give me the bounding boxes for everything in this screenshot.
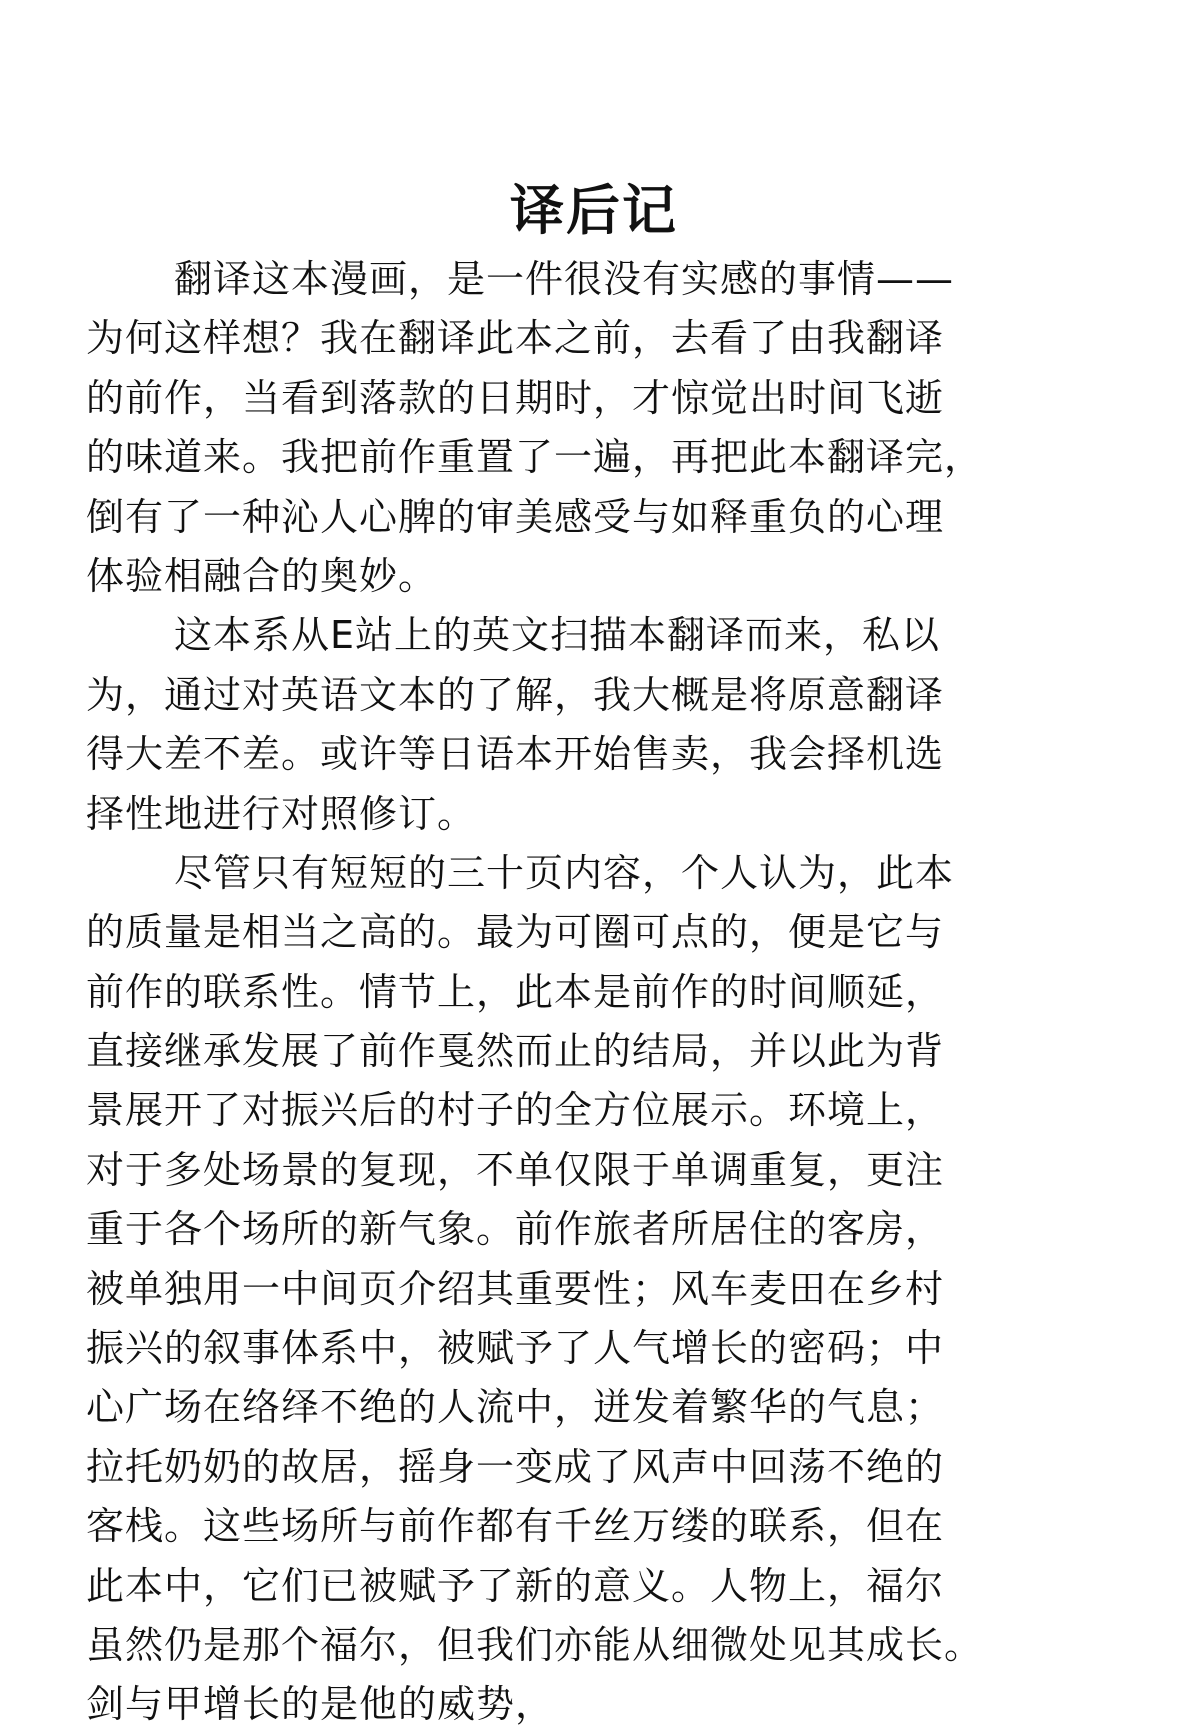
text-line: 客栈。这些场所与前作都有千丝万缕的联系，但在	[86, 1504, 945, 1549]
body-text	[86, 250, 1126, 1735]
text-line: 翻译这本漫画，是一件很没有实感的事情——	[174, 257, 955, 301]
text-line: 前作的联系性。情节上，此本是前作的时间顺延，	[86, 969, 945, 1014]
text-line: 剑与甲增长的是他的威势，	[86, 1682, 555, 1727]
text-line: 拉托奶奶的故居，摇身一变成了风声中回荡不绝的	[86, 1444, 945, 1489]
text-line: 振兴的叙事体系中，被赋予了人气增长的密码；中	[86, 1326, 945, 1371]
text-line: 重于各个场所的新气象。前作旅者所居住的客房，	[86, 1207, 945, 1252]
text-line: 的味道来。我把前作重置了一遍，再把此本翻译完，	[86, 435, 984, 480]
text-line: 这本系从E站上的英文扫描本翻译而来，私以	[174, 613, 941, 658]
text-line: 对于多处场景的复现，不单仅限于单调重复，更注	[86, 1147, 945, 1192]
page-title: 译后记	[510, 179, 678, 242]
text-line: 得大差不差。或许等日语本开始售卖，我会择机选	[86, 732, 945, 777]
text-line: 的质量是相当之高的。最为可圈可点的，便是它与	[86, 910, 945, 955]
text-line: 心广场在络绎不绝的人流中，迸发着繁华的气息；	[86, 1385, 945, 1430]
text-line: 被单独用一中间页介绍其重要性；风车麦田在乡村	[86, 1266, 945, 1311]
text-line: 景展开了对振兴后的村子的全方位展示。环境上，	[86, 1088, 945, 1133]
text-line: 虽然仍是那个福尔，但我们亦能从细微处见其成长。	[86, 1622, 984, 1667]
text-line: 体验相融合的奥妙。	[86, 553, 438, 598]
text-line: 倒有了一种沁人心脾的审美感受与如释重负的心理	[86, 494, 945, 539]
text-line: 的前作，当看到落款的日期时，才惊觉出时间飞逝	[86, 375, 945, 420]
text-line: 为何这样想？我在翻译此本之前，去看了由我翻译	[86, 316, 945, 361]
text-line: 尽管只有短短的三十页内容，个人认为，此本	[174, 850, 955, 895]
text-line: 为，通过对英语文本的了解，我大概是将原意翻译	[86, 672, 945, 717]
text-line: 此本中，它们已被赋予了新的意义。人物上，福尔	[86, 1563, 945, 1608]
text-line: 直接继承发展了前作戛然而止的结局，并以此为背	[86, 1029, 945, 1074]
text-line: 择性地进行对照修订。	[86, 791, 477, 836]
